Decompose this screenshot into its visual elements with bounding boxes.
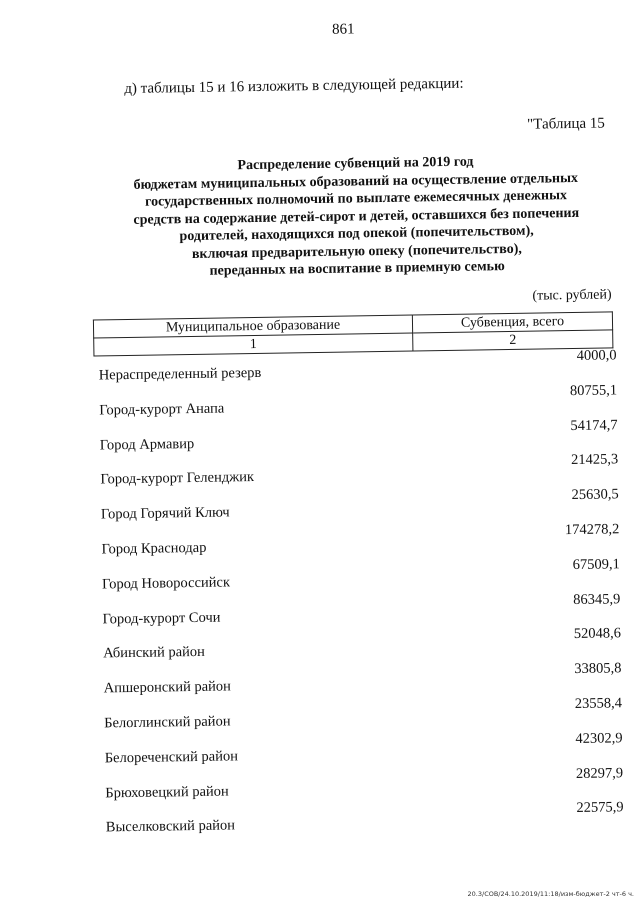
subvention-value: 54174,7	[570, 416, 618, 434]
intro-text: д) таблицы 15 и 16 изложить в следующей редакции:	[124, 75, 464, 98]
municipality-name: Город-курорт Геленджик	[100, 469, 255, 488]
table-row	[106, 800, 626, 843]
column-header-municipality: Муниципальное образование	[93, 315, 412, 338]
municipality-name: Город Краснодар	[101, 539, 207, 558]
subvention-value: 33805,8	[574, 660, 622, 678]
subvention-value: 22575,9	[576, 799, 624, 817]
subvention-value: 52048,6	[573, 625, 622, 643]
subvention-value: 86345,9	[573, 590, 621, 608]
title-line: бюджетам муниципальных образований на осуществление отдельных	[133, 170, 579, 193]
table-reference: "Таблица 15	[526, 115, 606, 133]
subvention-value: 28297,9	[575, 764, 624, 782]
municipality-name: Город Армавир	[99, 435, 195, 454]
municipality-name: Нераспределенный резерв	[98, 364, 262, 384]
column-number-1: 1	[94, 333, 413, 356]
title-line: родителей, находящихся под опекой (попечительством),	[179, 223, 534, 245]
subvention-value: 67509,1	[572, 556, 620, 573]
table-body	[98, 347, 626, 842]
subvention-value: 25630,5	[571, 486, 619, 504]
title-line: включая предварительную опеку (попечительство),	[191, 241, 522, 262]
subvention-value: 21425,3	[570, 451, 619, 469]
municipality-name: Город-курорт Анапа	[99, 400, 225, 419]
page-number: 861	[331, 21, 355, 38]
subvention-value: 4000,0	[576, 347, 617, 364]
municipality-name: Выселковский район	[105, 817, 236, 836]
municipality-name: Город-курорт Сочи	[102, 609, 221, 628]
municipality-name: Город Горячий Ключ	[100, 504, 230, 523]
title-line: государственных полномочий по выплате ежемесячных денежных	[144, 188, 568, 210]
title-line: Распределение субвенций на 2019 год	[237, 154, 474, 174]
subvention-value: 174278,2	[564, 521, 620, 539]
municipality-name: Абинский район	[103, 644, 205, 662]
municipality-name: Город Новороссийск	[101, 574, 231, 593]
title-line: переданных на воспитание в приемную семью	[209, 259, 505, 279]
municipality-name: Белореченский район	[104, 748, 239, 767]
municipality-name: Брюховецкий район	[105, 783, 229, 801]
title-line: средств на содержание детей-сирот и детей, оставшихся без попечения	[133, 205, 580, 228]
municipality-name: Апшеронский район	[103, 678, 231, 697]
column-number-2: 2	[413, 330, 613, 351]
document-footer-code: 20.3/СОВ/24.10.2019/11:18/изм-бюджет-2 чт-6 ч.	[467, 890, 634, 898]
subvention-value: 42302,9	[575, 730, 623, 747]
column-header-subvention: Субвенция, всего	[412, 312, 612, 333]
units-label: (тыс. рублей)	[532, 287, 612, 304]
municipality-name: Белоглинский район	[104, 713, 231, 732]
document-title	[85, 151, 627, 282]
subvention-value: 23558,4	[574, 695, 623, 712]
subvention-value: 80755,1	[569, 382, 618, 399]
